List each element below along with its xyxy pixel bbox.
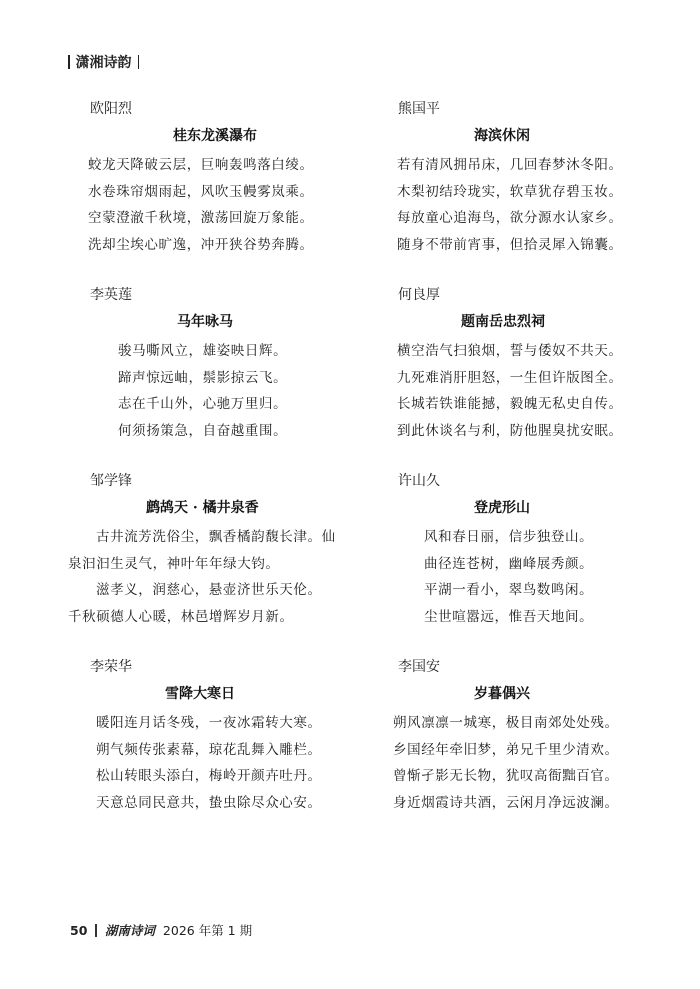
issue-label: 2026 年第 1 期 — [162, 923, 253, 938]
poem-line: 到此休谈名与利，防他腥臭扰安眠。 — [397, 422, 623, 439]
poem-title: 桂东龙溪瀑布 — [173, 128, 257, 144]
poem-line: 风和春日丽，信步独登山。 — [424, 529, 594, 545]
poem-line: 平湖一看小，翠鸟数鸣闲。 — [424, 582, 594, 598]
poem-title: 登虎形山 — [474, 500, 530, 516]
poem-line: 洗却尘埃心旷逸，冲开狭谷势奔腾。 — [88, 236, 314, 253]
poem-lines — [424, 524, 593, 630]
poem-author: 李荣华 — [90, 659, 132, 675]
poem-line: 志在千山外，心驰万里归。 — [118, 396, 288, 412]
poem-author: 李英莲 — [90, 287, 132, 303]
poem-line: 蛟龙天降破云层，巨响轰鸣落白绫。 — [88, 157, 314, 173]
section-title: 潇湘诗韵 — [75, 55, 132, 71]
poem-line: 空蒙澄澈千秋境，激荡回旋万象能。 — [88, 210, 314, 226]
poem-author: 邹学锋 — [90, 473, 132, 489]
page-footer — [70, 921, 252, 939]
poem-line: 骏马嘶风立，雄姿映日辉。 — [118, 343, 288, 359]
poem-lines — [397, 152, 623, 258]
header-right-bar — [138, 55, 140, 69]
poem-lines — [397, 338, 623, 444]
poem-line: 蹄声惊远岫，鬃影掠云飞。 — [118, 369, 288, 386]
poem-line: 何须扬策急，自奋越重围。 — [118, 422, 288, 439]
section-header — [68, 52, 139, 72]
footer-divider — [95, 924, 97, 937]
poem-author: 何良厚 — [398, 287, 440, 303]
poem-title: 鹧鸪天 · 橘井泉香 — [146, 500, 259, 516]
poem-line: 若有清风拥吊床，几回春梦沐冬阳。 — [397, 157, 623, 173]
poem-line: 滋孝义，润慈心，悬壶济世乐天伦。 — [96, 582, 322, 598]
poem-author: 欧阳烈 — [90, 101, 132, 117]
poem-line: 九死难消肝胆怒，一生但许版图全。 — [397, 369, 623, 386]
poem-line: 千秋硕德人心暖，林邑增辉岁月新。 — [68, 608, 294, 625]
poem-line: 朔风凛凛一城寒，极目南郊处处残。 — [393, 715, 619, 731]
journal-name: 湖南诗词 — [104, 923, 155, 938]
poem-title: 海滨休闲 — [474, 128, 530, 144]
poem-lines — [96, 710, 322, 816]
poem-lines — [88, 152, 314, 258]
poem-title: 雪降大寒日 — [165, 686, 235, 702]
poem-line: 身近烟霞诗共酒，云闲月净远波澜。 — [393, 794, 619, 811]
poem-lines — [118, 338, 287, 444]
poem-lines — [68, 524, 348, 630]
poem-lines — [393, 710, 619, 816]
poem-title: 马年咏马 — [177, 314, 233, 330]
poem-line: 每放童心追海鸟，欲分源水认家乡。 — [397, 210, 623, 226]
poem-line: 乡国经年牵旧梦，弟兄千里少清欢。 — [393, 741, 619, 758]
poem-line: 朔气频传张素幕，琼花乱舞入雕栏。 — [96, 741, 322, 758]
poem-line: 曾惭孑影无长物，犹叹高衙黜百官。 — [393, 768, 619, 784]
poem-line: 横空浩气扫狼烟，誓与倭奴不共天。 — [397, 343, 623, 359]
poem-line: 曲径连苍树，幽峰展秀颜。 — [424, 555, 594, 572]
poem-line: 尘世喧嚣远，惟吾天地间。 — [424, 608, 594, 625]
poem-author: 许山久 — [398, 473, 440, 489]
poem-author: 李国安 — [398, 659, 440, 675]
poem-line: 木梨初结玲珑实，软草犹存碧玉妆。 — [397, 183, 623, 200]
poem-title: 岁暮偶兴 — [474, 686, 530, 702]
poem-line: 长城若铁谁能撼，毅魄无私史自传。 — [397, 396, 623, 412]
poem-line: 暖阳连月话冬残，一夜冰霜转大寒。 — [96, 715, 322, 731]
poem-author: 熊国平 — [398, 101, 440, 117]
poem-line: 松山转眼头添白，梅岭开颜卉吐丹。 — [96, 768, 322, 784]
poem-line: 随身不带前宵事，但拾灵犀入锦囊。 — [397, 236, 623, 253]
page-number: 50 — [70, 922, 88, 938]
header-left-bar — [68, 55, 70, 69]
poem-title: 题南岳忠烈祠 — [461, 314, 545, 330]
poem-line: 天意总同民意共，蛰虫除尽众心安。 — [96, 794, 322, 811]
poem-line: 古井流芳洗俗尘，飘香橘韵馥长津。仙 — [96, 529, 336, 545]
poem-line: 水卷珠帘烟雨起，风吹玉幔雾岚乘。 — [88, 183, 314, 200]
poem-line: 泉汩汩生灵气，神叶年年绿大钧。 — [68, 555, 280, 572]
